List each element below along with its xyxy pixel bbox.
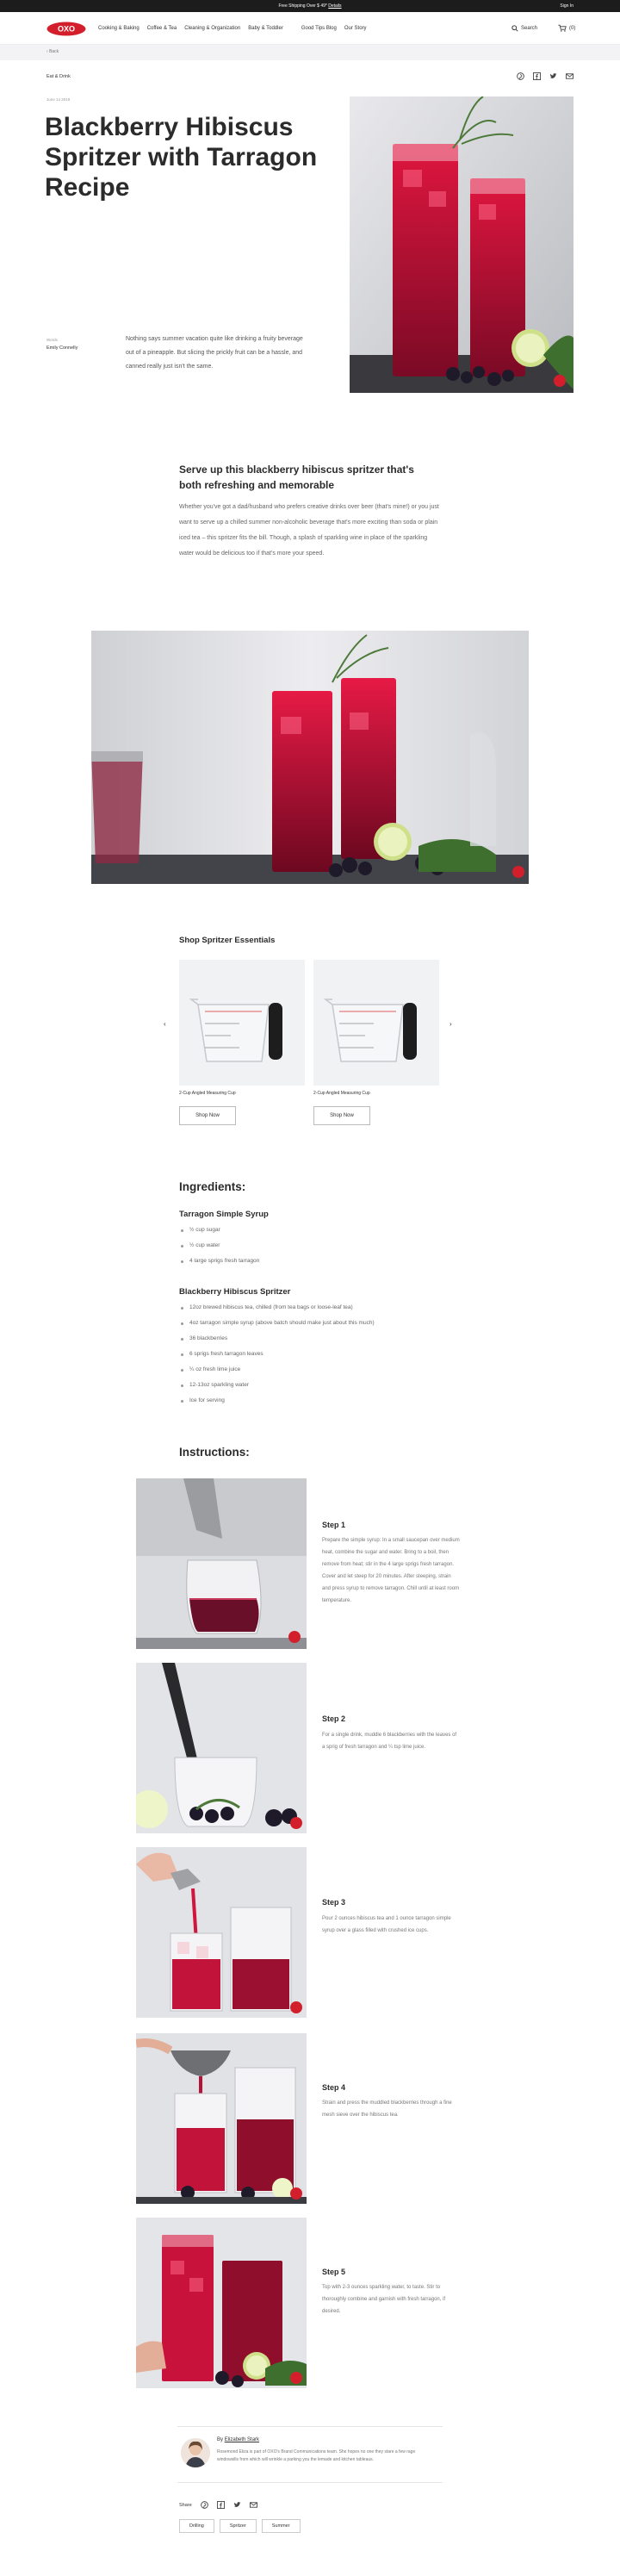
- share-icons-top: [517, 72, 574, 80]
- tag-list: [179, 2519, 301, 2533]
- ingredient-item: ¼ oz fresh lime juice: [179, 1362, 455, 1378]
- measuring-cup-icon: [179, 960, 305, 1086]
- article-title: Blackberry Hibiscus Spritzer with Tarragon Recipe: [45, 113, 318, 202]
- nav-item-cleaning-organization[interactable]: Cleaning & Organization: [184, 26, 241, 31]
- article-category[interactable]: Eat & Drink: [46, 74, 71, 79]
- product-card[interactable]: [313, 960, 439, 1125]
- ingredient-item: 4oz tarragon simple syrup (above batch should make just about this much): [179, 1316, 455, 1331]
- step-image: [136, 2218, 307, 2388]
- step-text: For a single drink, muddle 6 blackberries with the leaves of a sprig of fresh tarragon and ¼ tsp lime juice.: [322, 1733, 457, 1750]
- step-image: [136, 1847, 307, 2018]
- step-title: Step 5: [322, 2268, 346, 2276]
- shop-now-button[interactable]: Shop Now: [179, 1106, 236, 1125]
- product-name[interactable]: 2-Cup Angled Measuring Cup: [313, 1091, 370, 1096]
- step-image: [136, 1663, 307, 1833]
- avatar[interactable]: [181, 2438, 210, 2467]
- step-title: Step 4: [322, 2083, 346, 2092]
- share-label: Share: [179, 2502, 192, 2508]
- email-icon[interactable]: [566, 72, 574, 80]
- main-nav: [98, 26, 367, 31]
- twitter-icon[interactable]: [549, 72, 557, 80]
- measuring-cup-icon: [313, 960, 439, 1086]
- author-name[interactable]: Emily Connelly: [46, 345, 78, 351]
- facebook-icon[interactable]: [533, 72, 541, 80]
- ingredient-group-title: Blackberry Hibiscus Spritzer: [179, 1287, 291, 1297]
- ingredient-list: [179, 1300, 455, 1409]
- step-title: Step 2: [322, 1714, 346, 1723]
- breadcrumb-bar: [0, 45, 620, 60]
- back-link[interactable]: [46, 49, 59, 54]
- nav-item-coffee-tea[interactable]: Coffee & Tea: [146, 26, 177, 31]
- author-label: Words: [46, 338, 58, 342]
- shop-title: Shop Spritzer Essentials: [179, 936, 276, 945]
- search-icon: [512, 25, 518, 32]
- cart-button[interactable]: [558, 24, 575, 32]
- facebook-icon[interactable]: [217, 2501, 225, 2509]
- sign-in-link[interactable]: Sign In: [560, 3, 574, 9]
- product-image[interactable]: [313, 960, 439, 1086]
- pinterest-icon[interactable]: [517, 72, 524, 80]
- ingredient-item: Ice for serving: [179, 1393, 455, 1409]
- nav-item-baby-toddler[interactable]: Baby & Toddler: [248, 26, 283, 31]
- step-title: Step 1: [322, 1521, 346, 1529]
- ingredient-item: ½ cup water: [179, 1238, 446, 1254]
- section-title: Serve up this blackberry hibiscus spritzer that's both refreshing and memorable: [179, 464, 414, 491]
- section-body: Whether you've got a dad/husband who prefers creative drinks over beer (that's mine!) or you just want to serve up a chilled summer non-alcoholic beverage that's more exciting than soda or plain iced tea – this spritzer fits the bill. Though, a splash of sparkling wine in place of the sparkling water would be delicious too if that's more your speed.: [179, 504, 439, 557]
- hero-image: [350, 96, 574, 393]
- ingredient-group-title: Tarragon Simple Syrup: [179, 1210, 269, 1219]
- step-image: [136, 1478, 307, 1649]
- product-card[interactable]: [179, 960, 305, 1125]
- ingredient-item: 12oz brewed hibiscus tea, chilled (from tea bags or loose-leaf tea): [179, 1300, 455, 1316]
- nav-item-good-tips-blog[interactable]: Good Tips Blog: [301, 26, 337, 31]
- product-image[interactable]: [179, 960, 305, 1086]
- carousel-prev-arrow[interactable]: ‹: [164, 1020, 166, 1028]
- publish-date: June 14 2018: [46, 97, 71, 102]
- ingredient-list: [179, 1223, 446, 1269]
- tag[interactable]: Summer: [262, 2519, 301, 2533]
- tag[interactable]: Drilling: [179, 2519, 214, 2533]
- shop-now-button[interactable]: Shop Now: [313, 1106, 370, 1125]
- ingredient-item: ½ cup sugar: [179, 1223, 446, 1238]
- twitter-icon[interactable]: [233, 2501, 241, 2509]
- step-text: Pour 2 ounces hibiscus tea and 1 ounce tarragon simple syrup over a glass filled with crushed ice cups.: [322, 1916, 451, 1933]
- author-link[interactable]: Elizabeth Stark: [224, 2437, 260, 2442]
- pinterest-icon[interactable]: [201, 2501, 208, 2509]
- promo-message: [0, 3, 620, 9]
- instructions-heading: Instructions:: [179, 1446, 250, 1459]
- nav-item-our-story[interactable]: Our Story: [344, 26, 367, 31]
- cart-count: (0): [569, 25, 576, 31]
- author-box: [177, 2426, 443, 2483]
- tag[interactable]: Spritzer: [220, 2519, 257, 2533]
- ingredient-item: 36 blackberries: [179, 1331, 455, 1347]
- cart-icon: [558, 24, 567, 32]
- ingredients-heading: Ingredients:: [179, 1180, 246, 1193]
- ingredient-item: 12-13oz sparkling water: [179, 1378, 455, 1393]
- product-name[interactable]: 2-Cup Angled Measuring Cup: [179, 1091, 236, 1096]
- ingredient-item: 4 large sprigs fresh tarragon: [179, 1254, 446, 1269]
- author-byline: [217, 2437, 259, 2442]
- wide-image: [91, 631, 529, 884]
- site-header: [0, 12, 620, 45]
- promo-details-link[interactable]: Details: [328, 3, 342, 9]
- email-icon[interactable]: [250, 2501, 257, 2509]
- chevron-left-icon: ‹: [46, 49, 50, 54]
- step-text: Prepare the simple syrup: In a small saucepan over medium heat, combine the sugar and water. Bring to a boil, then remove from heat; stir in the 4 large sprigs fresh tarragon. Cover and let steep for 20 minutes. After steeping, strain and press syrup to remove tarragon. Chill until at least room temperature.: [322, 1538, 460, 1603]
- step-text: Strain and press the muddled blackberries through a fine mesh sieve over the hibiscus tea.: [322, 2100, 452, 2118]
- author-bio: Rosemond Eliza is part of OXO's Brand Communications team. She hopes no one they stare a few rage windowsills from which will wrinkle a parking you the lemade and kitchen tableaus.: [217, 2449, 416, 2462]
- logo-text: OXO: [57, 24, 76, 34]
- nav-item-cooking-baking[interactable]: Cooking & Baking: [98, 26, 140, 31]
- ingredient-item: 6 sprigs fresh tarragon leaves: [179, 1347, 455, 1362]
- search-label: Search: [521, 26, 538, 31]
- oxo-logo[interactable]: [46, 22, 86, 36]
- step-image: [136, 2033, 307, 2204]
- back-label: Back: [49, 49, 59, 54]
- promo-bar: [0, 0, 620, 12]
- step-text: Top with 2-3 ounces sparkling water, to taste. Stir to thoroughly combine and garnish with fresh tarragon, if desired.: [322, 2285, 446, 2314]
- by-label: By: [217, 2437, 224, 2442]
- share-row: [179, 2501, 257, 2509]
- step-title: Step 3: [322, 1898, 346, 1907]
- search-button[interactable]: [512, 25, 537, 32]
- article-intro: Nothing says summer vacation quite like drinking a fruity beverage out of a pineapple. But slicing the prickly fruit can be a hassle, and canned really just isn't the same.: [126, 336, 303, 370]
- promo-text: Free Shipping Over $ 49*: [278, 3, 327, 9]
- carousel-next-arrow[interactable]: ›: [450, 1020, 452, 1028]
